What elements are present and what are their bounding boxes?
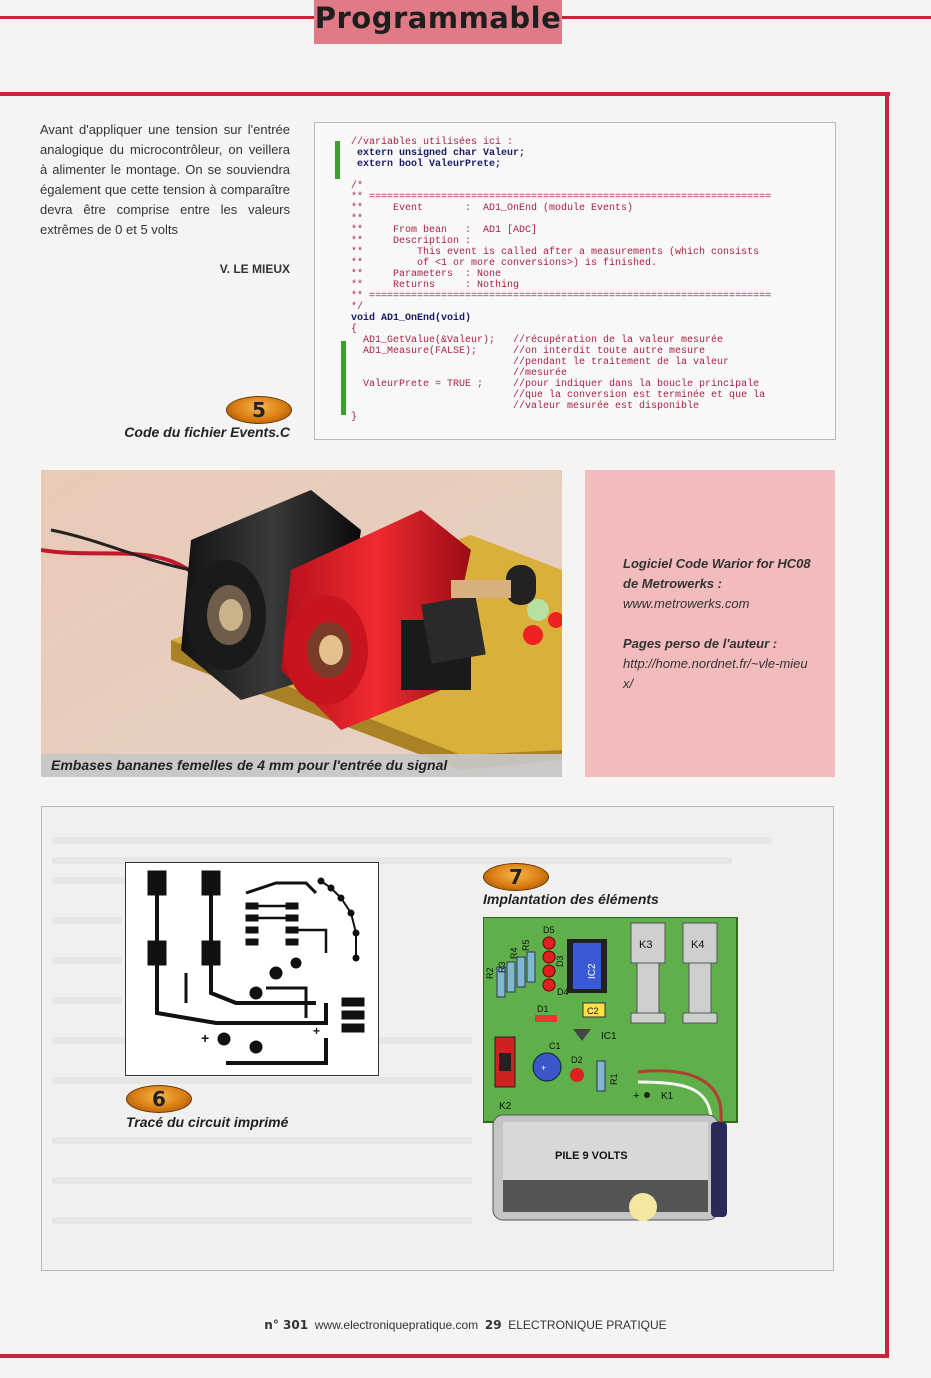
code-line: ** Event : AD1_OnEnd (module Events) <box>351 203 634 214</box>
label-ic2: IC2 <box>587 963 598 979</box>
ghost-text <box>52 917 122 924</box>
figure-5-number: 5 <box>252 398 266 422</box>
code-line: AD1_GetValue(&Valeur); //récupération de la valeur mesurée <box>363 335 724 346</box>
code-line: ** This event is called after a measurements (which consists <box>351 247 760 258</box>
battery-label: PILE 9 VOLTS <box>555 1150 628 1162</box>
figure-5-badge <box>226 396 292 424</box>
author-pages-title: Pages perso de l'auteur : <box>623 636 778 651</box>
label-r1: R1 <box>609 1073 619 1085</box>
svg-text:+: + <box>633 1090 640 1102</box>
section-title: Programmable <box>314 0 562 44</box>
svg-text:+: + <box>541 1063 547 1073</box>
figure-7-badge <box>483 863 549 891</box>
photo-caption: Embases bananes femelles de 4 mm pour l'entrée du signal <box>41 754 562 777</box>
ghost-text <box>52 1217 472 1224</box>
ghost-text <box>52 837 772 844</box>
footer-issue: n° 301 <box>264 1318 309 1332</box>
code-line: AD1_Measure(FALSE); //on interdit toute autre mesure <box>363 346 706 357</box>
code-line: } <box>351 412 358 423</box>
author-pages-link[interactable]: http://home.nordnet.fr/~vle-mieux/ <box>623 656 808 691</box>
label-r2: R2 <box>485 967 495 979</box>
ghost-text <box>52 957 122 964</box>
frame-top <box>0 92 890 96</box>
pcb-trace-drawing <box>125 862 379 1076</box>
author: V. LE MIEUX <box>219 262 290 276</box>
code-line: ** of <1 or more conversions>) is finished. <box>351 258 658 269</box>
ghost-text <box>52 1177 472 1184</box>
code-line: */ <box>351 302 364 313</box>
photo-banana-sockets <box>41 470 562 777</box>
svg-text:+: + <box>201 1030 210 1046</box>
footer-url[interactable]: www.electroniquepratique.com <box>314 1318 479 1332</box>
label-d1: D1 <box>537 1004 549 1014</box>
svg-text:+: + <box>313 1024 321 1038</box>
ghost-text <box>52 997 122 1004</box>
label-d4: D4 <box>557 987 569 997</box>
code-line: ** =================================================================== <box>351 192 772 203</box>
label-d5: D5 <box>543 925 555 935</box>
figure-6-number: 6 <box>152 1087 166 1111</box>
label-k3: K3 <box>639 939 653 951</box>
figure-7-number: 7 <box>509 865 523 889</box>
code-line: //mesurée <box>513 368 568 379</box>
label-r4: R4 <box>509 947 519 959</box>
label-k2: K2 <box>499 1101 512 1112</box>
footer-magazine: ELECTRONIQUE PRATIQUE <box>508 1318 667 1332</box>
code-marker-bar <box>341 341 346 415</box>
label-k1: K1 <box>661 1091 674 1102</box>
code-line: ** <box>351 214 364 225</box>
footer <box>0 1318 931 1332</box>
label-d3: D3 <box>555 955 565 967</box>
code-line: //variables utilisées ici : <box>351 137 514 148</box>
code-line: ** =================================================================== <box>351 291 772 302</box>
code-line: ** From bean : AD1 [ADC] <box>351 225 538 236</box>
code-line: { <box>351 324 358 335</box>
code-line: //valeur mesurée est disponible <box>513 401 700 412</box>
frame-right <box>885 92 889 1358</box>
code-line: ValeurPrete = TRUE ; //pour indiquer dans la boucle principale <box>363 379 760 390</box>
component-layout-drawing <box>483 917 738 1223</box>
figure-6-badge <box>126 1085 192 1113</box>
header-rule-left <box>0 16 314 19</box>
code-listing <box>351 137 771 423</box>
intro-paragraph: Avant d'appliquer une tension sur l'entrée analogique du microcontrôleur, on veillera à alimenter le montage. On se souviendra également que cette tension à comparaître devra être comprise entre les valeurs extrêmes de 0 et 5 volts <box>40 122 290 237</box>
code-line: //que la conversion est terminée et que la <box>513 390 766 401</box>
code-marker-bar <box>335 141 340 179</box>
code-line: //pendant le traitement de la valeur <box>513 357 730 368</box>
software-title: Logiciel Code Warior for HC08 de Metrowerks : <box>623 556 811 591</box>
code-line: extern bool ValeurPrete; <box>357 159 502 170</box>
figure-6-caption: Tracé du circuit imprimé <box>126 1114 289 1130</box>
code-line: /* <box>351 181 364 192</box>
label-c2: C2 <box>587 1006 599 1016</box>
code-line: void AD1_OnEnd(void) <box>351 313 472 324</box>
footer-page: 29 <box>484 1318 502 1332</box>
figure-7-caption: Implantation des éléments <box>483 891 659 907</box>
label-r3: R3 <box>497 961 507 973</box>
code-line: ** Description : <box>351 236 472 247</box>
links-box <box>585 470 835 777</box>
label-ic1: IC1 <box>601 1031 617 1042</box>
frame-bottom <box>0 1354 889 1358</box>
code-line: ** Returns : Nothing <box>351 280 520 291</box>
ghost-text <box>52 1137 472 1144</box>
label-r5: R5 <box>521 939 531 951</box>
label-c1: C1 <box>549 1041 561 1051</box>
header-rule-right <box>562 16 931 19</box>
label-k4: K4 <box>691 939 705 951</box>
software-link[interactable]: www.metrowerks.com <box>623 596 750 611</box>
label-d2: D2 <box>571 1055 583 1065</box>
code-listing-box <box>314 122 836 440</box>
code-line: ** Parameters : None <box>351 269 502 280</box>
figure-5-caption: Code du fichier Events.C <box>124 424 290 440</box>
ghost-text <box>52 1077 472 1084</box>
code-line: extern unsigned char Valeur; <box>357 148 526 159</box>
